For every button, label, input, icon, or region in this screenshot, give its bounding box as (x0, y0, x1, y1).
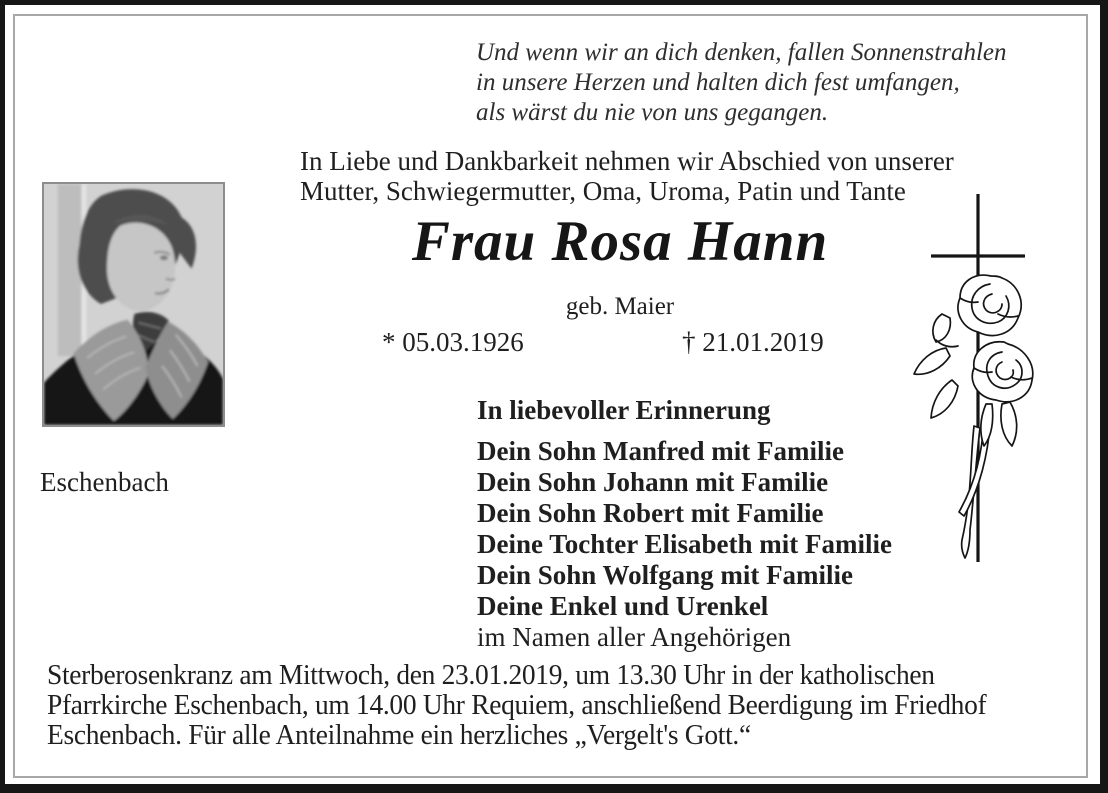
poem-line: Und wenn wir an dich denken, fallen Sonnenstrahlen (476, 39, 1007, 66)
mourner-item: Deine Enkel und Urenkel (477, 591, 769, 621)
maiden-name: geb. Maier (565, 293, 675, 320)
farewell-intro (300, 146, 954, 206)
portrait-photo-illustration (44, 184, 223, 425)
mourner-item: Dein Sohn Johann mit Familie (477, 467, 829, 497)
cross-and-roses-icon (912, 190, 1044, 568)
funeral-line: Eschenbach. Für alle Anteilnahme ein herzliches „Vergelt's Gott.“ (47, 720, 751, 751)
paper (5, 5, 1100, 784)
poem-line: in unsere Herzen und halten dich fest umfangen, (476, 69, 960, 96)
funeral-line: Pfarrkirche Eschenbach, um 14.00 Uhr Requiem, anschließend Beerdigung im Friedhof (47, 690, 987, 721)
death-date: † 21.01.2019 (682, 327, 824, 357)
place-name: Eschenbach (40, 467, 169, 497)
funeral-details (47, 661, 986, 751)
intro-line: In Liebe und Dankbarkeit nehmen wir Abschied von unserer (300, 146, 954, 176)
mourner-item: Deine Tochter Elisabeth mit Familie (477, 529, 892, 559)
mourner-item: Dein Sohn Manfred mit Familie (477, 436, 844, 466)
funeral-line: Sterberosenkranz am Mittwoch, den 23.01.2019, um 13.30 Uhr in der katholischen (47, 660, 935, 691)
poem-line: als wärst du nie von uns gegangen. (476, 99, 829, 126)
memorial-poem (476, 38, 1006, 128)
remembrance-heading: In liebevoller Erinnerung (477, 395, 771, 425)
mourner-item: Dein Sohn Robert mit Familie (477, 498, 824, 528)
portrait-photo (42, 182, 225, 427)
intro-line: Mutter, Schwiegermutter, Oma, Uroma, Patin und Tante (300, 176, 906, 206)
birth-date: * 05.03.1926 (382, 327, 524, 357)
mourners-closing: im Namen aller Angehörigen (477, 622, 792, 652)
mourner-item: Dein Sohn Wolfgang mit Familie (477, 560, 854, 590)
deceased-name: Frau Rosa Hann (411, 210, 829, 273)
mourner-list (477, 436, 892, 653)
